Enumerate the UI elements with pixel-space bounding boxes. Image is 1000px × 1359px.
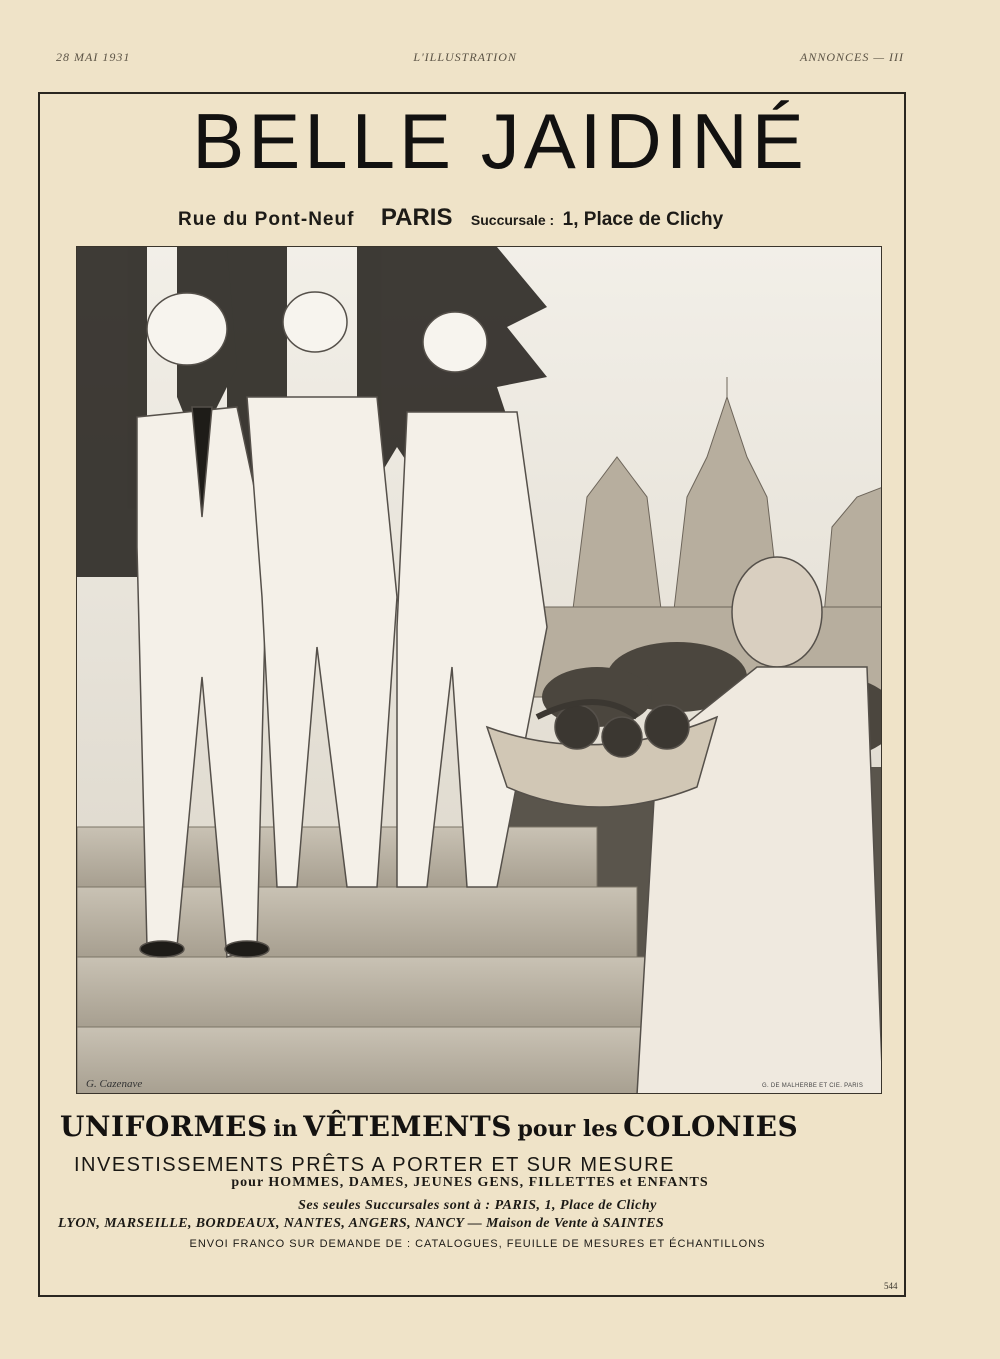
headline-pour-les: pour les [517, 1116, 618, 1142]
headline [60, 1110, 900, 1143]
brand-title: BELLE JAIDINÉ [192, 97, 808, 185]
issue-date: 28 MAI 1931 [56, 50, 131, 64]
headline-uniformes: UNIFORMES [60, 1110, 268, 1143]
headline-in: in [273, 1116, 298, 1142]
running-head [56, 50, 904, 65]
branches-cities-line: LYON, MARSEILLE, BORDEAUX, NANTES, ANGERS, NANCY — Maison de Vente à SAINTES [58, 1216, 665, 1231]
artist-signature: G. Cazenave [86, 1078, 143, 1090]
audience-line: pour HOMMES, DAMES, JEUNES GENS, FILLETTES et ENFANTS [231, 1175, 709, 1190]
headline-colonies: COLONIES [623, 1110, 799, 1143]
section-label: ANNONCES — III [800, 50, 904, 64]
illustration-artwork [77, 247, 882, 1094]
subheadline: INVESTISSEMENTS PRÊTS A PORTER ET SUR MESURE [74, 1154, 675, 1176]
address-branch-label: Succursale : [470, 212, 555, 228]
headline-vetements: VÊTEMENTS [303, 1110, 512, 1143]
catalogue-offer-line: ENVOI FRANCO SUR DEMANDE DE : CATALOGUES, FEUILLE DE MESURES ET ÉCHANTILLONS [189, 1238, 766, 1250]
brand-address [178, 204, 818, 232]
magazine-title: L'ILLUSTRATION [413, 50, 517, 64]
address-branch: 1, Place de Clichy [562, 209, 724, 230]
printer-credit: G. DE MALHERBE ET CIE. PARIS [762, 1083, 864, 1089]
address-city: PARIS [380, 204, 453, 231]
branches-paris-line: Ses seules Succursales sont à : PARIS, 1, Place de Clichy [298, 1198, 657, 1213]
page-number: 544 [884, 1281, 898, 1291]
address-street: Rue du Pont-Neuf [178, 209, 355, 230]
advert-illustration [76, 246, 882, 1094]
